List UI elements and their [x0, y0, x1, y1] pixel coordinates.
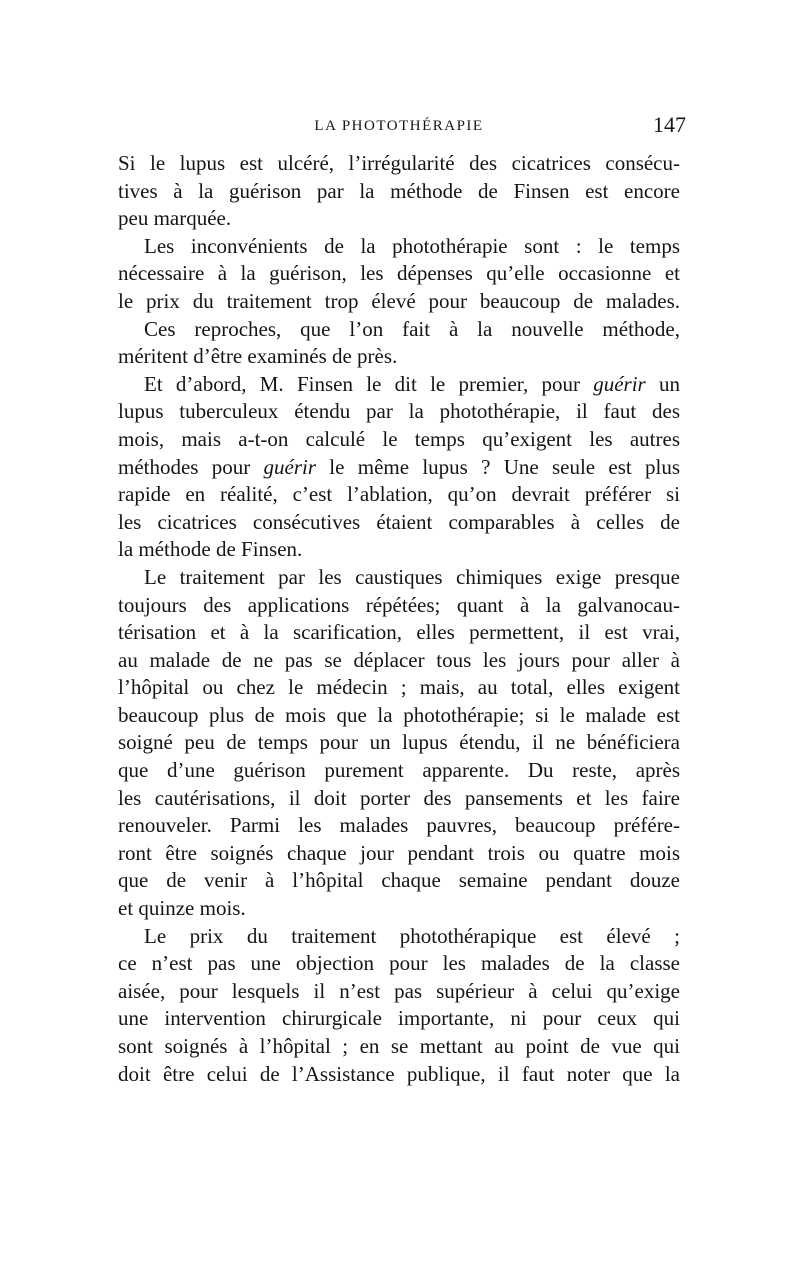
text-line: ce n’est pas une objection pour les malades de la classe — [118, 951, 680, 976]
text-line: sont soignés à l’hôpital ; en se mettant au point de vue qui — [118, 1034, 680, 1058]
text-run: Et d’abord, M. Finsen le dit le premier, pour — [144, 371, 594, 396]
page-number: 147 — [653, 112, 686, 137]
text-line: doit être celui de l’Assistance publique, il faut noter que la — [118, 1061, 680, 1086]
text-line: au malade de ne pas se déplacer tous les jours pour aller à — [118, 647, 680, 672]
text-line: renouveler. Parmi les malades pauvres, beaucoup préfére- — [118, 813, 680, 838]
paragraph-3 — [118, 316, 680, 371]
text-line: Ces reproches, que l’on fait à la nouvelle méthode, — [144, 316, 680, 341]
text-line: aisée, pour lesquels il n’est pas supérieur à celui qu’exige — [118, 978, 680, 1003]
text-line: peu marquée. — [118, 206, 232, 231]
text-line: méritent d’être examinés de près. — [118, 344, 398, 369]
text-line — [118, 454, 680, 482]
text-line: que de venir à l’hôpital chaque semaine pendant douze — [118, 868, 680, 893]
paragraph-5 — [118, 564, 680, 923]
text-line: les cicatrices consécutives étaient comparables à celles de — [118, 509, 680, 534]
text-line: ront être soignés chaque jour pendant trois ou quatre mois — [118, 840, 680, 865]
italic-word: guérir — [263, 454, 317, 479]
text-line: Les inconvénients de la photothérapie sont : le temps — [144, 233, 680, 258]
text-line: Le traitement par les caustiques chimiques exige presque — [144, 564, 680, 589]
book-page — [118, 112, 686, 1088]
paragraph-1 — [118, 150, 680, 233]
text-line: nécessaire à la guérison, les dépenses qu’elle occasionne et — [118, 261, 680, 286]
text-line: lupus tuberculeux étendu par la photothérapie, il faut des — [118, 399, 680, 424]
running-head — [118, 112, 686, 140]
text-line: mois, mais a-t-on calculé le temps qu’exigent les autres — [118, 426, 680, 451]
text-line: toujours des applications répétées; quant à la galvanocau- — [118, 592, 680, 617]
text-line: soigné peu de temps pour un lupus étendu, il ne bénéficiera — [118, 730, 680, 755]
text-line: Le prix du traitement photothérapique est élevé ; — [144, 923, 680, 948]
paragraph-4 — [118, 371, 680, 564]
text-line: l’hôpital ou chez le médecin ; mais, au total, elles exigent — [118, 675, 680, 700]
text-line: et quinze mois. — [118, 896, 246, 921]
body-text — [118, 150, 680, 1088]
text-line: Si le lupus est ulcéré, l’irrégularité des cicatrices consécu- — [118, 151, 680, 175]
text-line: rapide en réalité, c’est l’ablation, qu’on devrait préférer si — [118, 482, 680, 507]
text-run: méthodes pour — [118, 454, 264, 479]
text-line: que d’une guérison purement apparente. Du reste, après — [118, 758, 680, 783]
text-line: la méthode de Finsen. — [118, 537, 303, 562]
text-line: tives à la guérison par la méthode de Finsen est encore — [118, 178, 680, 203]
text-run: un — [645, 371, 681, 396]
text-line — [118, 371, 680, 399]
text-line: le prix du traitement trop élevé pour beaucoup de malades. — [118, 288, 680, 313]
running-title: LA PHOTOTHÉRAPIE — [314, 118, 484, 134]
text-line: térisation et à la scarification, elles permettent, il est vrai, — [118, 620, 680, 645]
text-line: les cautérisations, il doit porter des pansements et les faire — [118, 785, 680, 810]
text-line: une intervention chirurgicale importante, ni pour ceux qui — [118, 1006, 680, 1031]
text-run: le même lupus ? Une seule est plus — [316, 454, 680, 479]
text-line: beaucoup plus de mois que la photothérapie; si le malade est — [118, 702, 680, 727]
paragraph-6 — [118, 923, 680, 1089]
paragraph-2 — [118, 233, 680, 316]
italic-word: guérir — [593, 371, 646, 396]
